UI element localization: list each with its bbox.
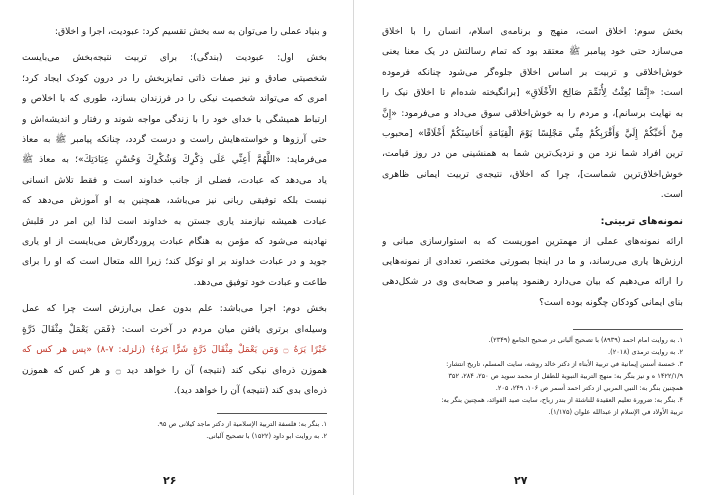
- footnote: همچنین بنگر به: النبي المربي از دکتر احمد أسمر ص ۱۰۶، ۲۴۹، ۲۰۵.: [495, 384, 683, 393]
- text-line: نیست بلکه توفیقی ربانی نیز می‌باشد، همچنین به او آموزش می‌دهد که: [22, 195, 327, 207]
- text-line: حتی آرزوها و خواسته‌هایش راست و درست گردد، چنانکه پیامبر ﷺ به معاذ: [22, 134, 327, 146]
- text-line: خوش‌اخلاقی و تربیت بر اساس اخلاق جلوه‌گر می‌شود چنانکه فرموده: [382, 66, 683, 78]
- footnote: ۲. به روایت ترمذی (۲۰۱۸).: [608, 348, 683, 357]
- text-line: است: «إِنَّمَا بُعِثْتُ لِأُتَمِّمَ صَالِحَ الأَخْلَاقِ» [برانگیخته شده‌ام تا اخلاق نیک را: [382, 87, 683, 99]
- left-page-body: [22, 22, 327, 401]
- text-line: بخش دوم: اجرا می‌باشد: علم بدون عمل بی‌ارزش است چرا که عمل: [22, 303, 327, 315]
- section-heading: نمونه‌های تربیتی:: [600, 215, 683, 227]
- text-line: نهادینه می‌شود که مؤمن به هنگام عبادت پروردگارش می‌بایست از او یاری: [22, 236, 327, 248]
- text-line: عبادت همیشه نیازمند یاری جستن به خداوند است لذا این امر در قلبش: [22, 215, 327, 227]
- text-line: مِنْ أَحَبِّكُمْ إِلَيَّ وَأَقْرَبِكُمْ مِنِّي مَجْلِسًا يَوْمَ الْقِيَامَةِ أَحَاسِنَكُمْ أَخْلَاقًا» [محبوب: [382, 128, 683, 140]
- text-line: و بنیاد عملی را می‌توان به سه بخش تقسیم کرد: عبودیت، اجرا و اخلاق:: [54, 26, 327, 37]
- right-footnotes: [382, 334, 683, 418]
- footnote: ۱. بنگر به: فلسفة التربية الإسلامية از دکتر ماجد کیلانی ص ۹۵.: [157, 420, 327, 429]
- text-line: خوش‌اخلاق‌ترین شماست]، چرا که اخلاق، نتیجه‌ی تربیت ایمانی ظاهری: [382, 168, 683, 180]
- text-line: می‌فرماید: «اللَّهُمَّ أَعِنِّي عَلَى ذِكْرِكَ وَشُكْرِكَ وَحُسْنِ عِبَادَتِكَ»؛ به معاذ ﷺ: [22, 154, 327, 166]
- text-line: بخش اول: عبودیت (بندگی): برای تربیت نتیجه‌بخش می‌بایست: [22, 52, 327, 64]
- text-line: یاد می‌دهد که عبادت، فضلی از جانب خداوند است و فقط تلاش انسانی: [22, 174, 327, 186]
- footnote: ۲. به روایت ابو داود (۱۵۲۲) با تصحیح آلبانی.: [206, 432, 327, 441]
- text-line: خَيْرًا يَرَهُ ۝ وَمَن يَعْمَلْ مِثْقَالَ ذَرَّةٍ شَرًّا يَرَهُ﴾ (زلزله: ۷-۸) «پس هر کس که: [22, 344, 327, 356]
- text-line: به نهایت برسانم]، و مردم را به خوش‌اخلاقی سوق می‌داد و می‌فرمود: «إِنَّ: [382, 107, 683, 119]
- text-line: طاعت و عبادت خود توفیق می‌دهد.: [193, 276, 327, 288]
- right-page-body-part1: [382, 22, 683, 206]
- footnote: ۳. خمسة أسس إيمانية في تربية الأبناء از دکتر خالد روشه، سایت المسلم، تاریخ انتشار:: [446, 360, 683, 369]
- text-line: شخصیتی صادق و نیز صفات ذاتی تمایزبخش را در درون کودک ایجاد کرد؛: [22, 72, 327, 84]
- footnote-rule: [217, 413, 327, 414]
- footnote: تربية الأولاد في الإسلام از عبدالله علوان (۱/۱۷۵).: [548, 408, 683, 417]
- right-page-body-part2: [382, 232, 683, 314]
- left-page: [0, 0, 353, 495]
- footnote: ۱۴۲۲/۱/۹ ه و نیز بنگر به: منهج التربية النبوية للطفل از محمد سوید ص ۲۵۰، ۲۸۴، ۳۵۲: [448, 372, 683, 381]
- right-page: [354, 0, 707, 495]
- text-line: است.: [660, 189, 683, 201]
- text-line: ذره‌ای بدی کند (نتیجه) آن را خواهد دید).: [173, 384, 327, 396]
- text-line: وسیله‌ای برتری یافتن میان مردم در آخرت است: ﴿فَمَن يَعْمَلْ مِثْقَالَ ذَرَّةٍ: [22, 323, 327, 335]
- page-number-left: ۲۶: [163, 474, 177, 487]
- text-line: هموزن ذره‌ای نیکی کند (نتیجه) آن را خواهد دید ۝ و هر کس که هموزن: [22, 364, 327, 376]
- text-line: را ارائه می‌دهیم که بیان می‌دارد رهنمود پیامبر و صحابه‌ی وی در شکل‌دهی: [382, 276, 683, 288]
- text-line: می‌سازد حتی خود پیامبر ﷺ معتقد بود که تمام رسالتش در یک معنا یعنی: [382, 46, 683, 58]
- text-line: ارزش‌ها یاری می‌رساند، و ما در اینجا بصورتی مختصر، تعدادی از نمونه‌هایی: [382, 256, 683, 268]
- text-line: ارتباط همیشگی با خدای خود را با زندگی مواجه شوند و رفتار و اندیشه‌اش و: [22, 113, 327, 125]
- footnote: ۱. به روایت امام احمد (۸۹۳۹) با تصحیح آلبانی در صحیح الجامع (۲۳۴۹).: [488, 336, 683, 345]
- text-line: ارائه نمونه‌های عملی از مهمترین اموریست که به استوارسازی مبانی و: [382, 235, 683, 247]
- left-footnotes: [22, 418, 327, 442]
- footnote: ۴. بنگر به: ضرورة تعليم العقيدة للناشئة از بندر زباح، سایت صيد الفوائد، همچنین بنگر به:: [441, 396, 683, 405]
- text-line: بخش سوم: اخلاق است، منهج و برنامه‌ی اسلام، انسان را با اخلاق: [382, 26, 683, 37]
- text-line: جوید و در عبادت خداوند بر او توکل کند؛ زیرا الله متعال است که او را برای: [22, 256, 327, 268]
- text-line: بنای ایمانی کودکان چگونه بوده است؟: [539, 296, 683, 308]
- text-line: امری که می‌تواند شخصیت نیکی را در فرزندان بسازد، طوری که با اخلاص و: [22, 93, 327, 105]
- page-number-right: ۲۷: [514, 474, 528, 487]
- text-line: ترین افراد شما نزد من و نزدیک‌ترین شما به همنشینی من در روز قیامت،: [382, 148, 683, 160]
- footnote-rule: [573, 329, 683, 330]
